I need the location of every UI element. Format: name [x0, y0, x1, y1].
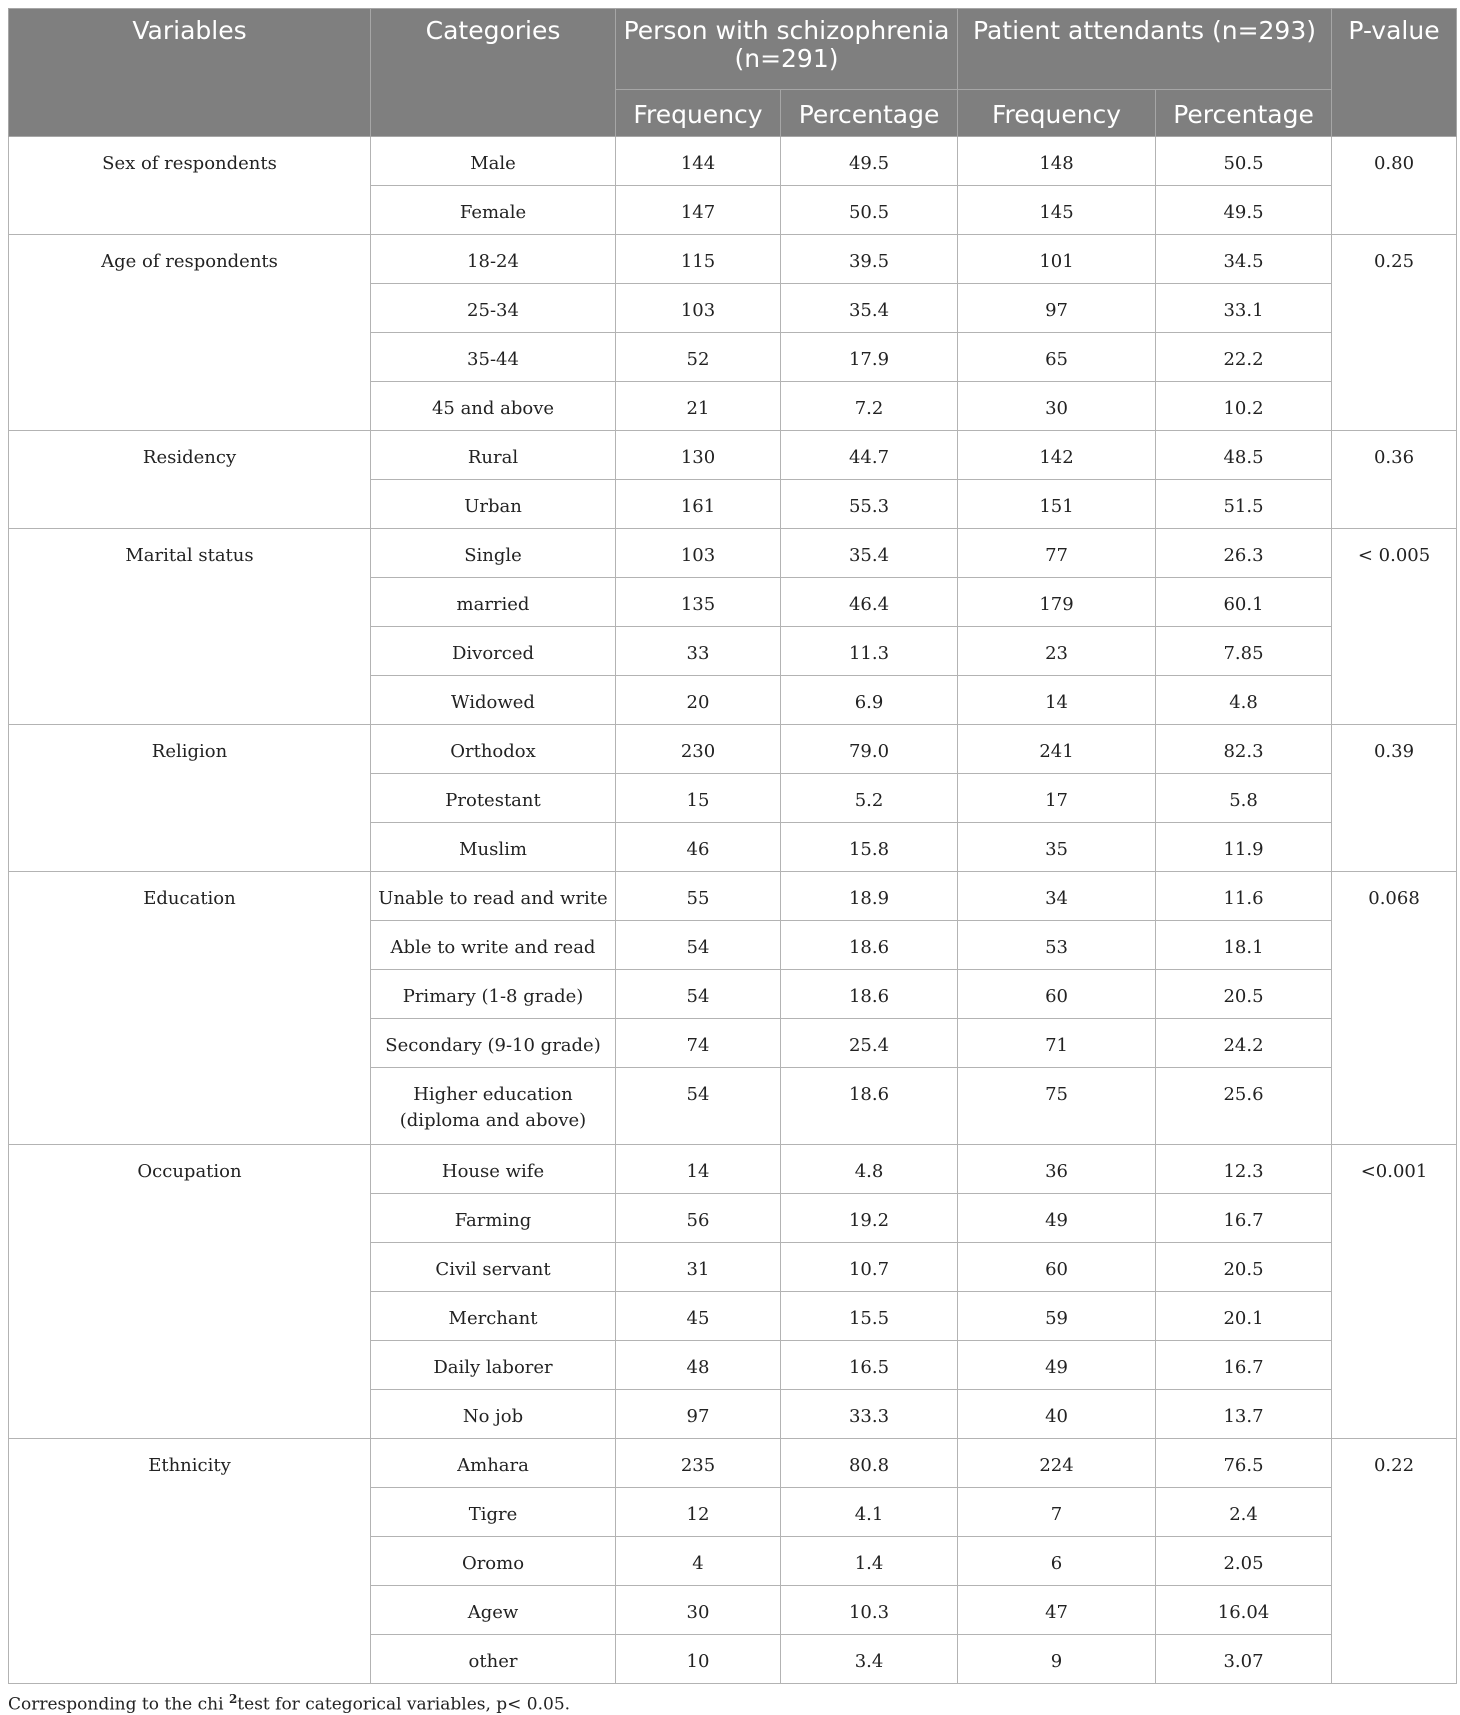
- schizophrenia-frequency-cell: 4: [616, 1537, 781, 1586]
- attendants-frequency-cell: 97: [958, 284, 1156, 333]
- attendants-percentage-cell: 13.7: [1156, 1390, 1332, 1439]
- category-cell: Tigre: [371, 1488, 616, 1537]
- schizophrenia-percentage-cell: 35.4: [781, 529, 958, 578]
- attendants-frequency-cell: 101: [958, 235, 1156, 284]
- schizophrenia-frequency-cell: 235: [616, 1439, 781, 1488]
- attendants-percentage-cell: 76.5: [1156, 1439, 1332, 1488]
- attendants-percentage-cell: 16.04: [1156, 1586, 1332, 1635]
- category-cell: House wife: [371, 1145, 616, 1194]
- schizophrenia-frequency-cell: 103: [616, 284, 781, 333]
- attendants-percentage-cell: 7.85: [1156, 627, 1332, 676]
- table-row: [9, 431, 1457, 480]
- table-container: [8, 8, 1456, 1715]
- category-cell: Higher education (diploma and above): [371, 1068, 616, 1145]
- variable-cell: Occupation: [9, 1145, 371, 1439]
- schizophrenia-frequency-cell: 230: [616, 725, 781, 774]
- schizophrenia-percentage-cell: 7.2: [781, 382, 958, 431]
- attendants-frequency-cell: 60: [958, 970, 1156, 1019]
- pvalue-cell: <0.001: [1332, 1145, 1457, 1439]
- attendants-frequency-cell: 30: [958, 382, 1156, 431]
- attendants-percentage-cell: 26.3: [1156, 529, 1332, 578]
- attendants-percentage-cell: 16.7: [1156, 1341, 1332, 1390]
- attendants-frequency-cell: 49: [958, 1194, 1156, 1243]
- category-cell: Farming: [371, 1194, 616, 1243]
- schizophrenia-frequency-cell: 10: [616, 1635, 781, 1684]
- schizophrenia-frequency-cell: 48: [616, 1341, 781, 1390]
- schizophrenia-frequency-cell: 56: [616, 1194, 781, 1243]
- category-cell: Male: [371, 137, 616, 186]
- schizophrenia-frequency-cell: 103: [616, 529, 781, 578]
- table-row: [9, 1145, 1457, 1194]
- schizophrenia-percentage-cell: 5.2: [781, 774, 958, 823]
- category-cell: Amhara: [371, 1439, 616, 1488]
- attendants-frequency-cell: 47: [958, 1586, 1156, 1635]
- schizophrenia-frequency-cell: 115: [616, 235, 781, 284]
- schizophrenia-percentage-cell: 10.3: [781, 1586, 958, 1635]
- attendants-percentage-cell: 11.9: [1156, 823, 1332, 872]
- attendants-percentage-cell: 16.7: [1156, 1194, 1332, 1243]
- schizophrenia-percentage-cell: 18.6: [781, 970, 958, 1019]
- schizophrenia-frequency-cell: 135: [616, 578, 781, 627]
- pvalue-cell: 0.22: [1332, 1439, 1457, 1684]
- attendants-percentage-cell: 12.3: [1156, 1145, 1332, 1194]
- schizophrenia-frequency-cell: 74: [616, 1019, 781, 1068]
- attendants-percentage-cell: 20.5: [1156, 1243, 1332, 1292]
- attendants-percentage-cell: 51.5: [1156, 480, 1332, 529]
- schizophrenia-frequency-cell: 161: [616, 480, 781, 529]
- category-cell: other: [371, 1635, 616, 1684]
- attendants-frequency-cell: 65: [958, 333, 1156, 382]
- attendants-percentage-cell: 4.8: [1156, 676, 1332, 725]
- attendants-percentage-cell: 3.07: [1156, 1635, 1332, 1684]
- table-row: [9, 872, 1457, 921]
- table-row: [9, 137, 1457, 186]
- attendants-frequency-cell: 241: [958, 725, 1156, 774]
- attendants-frequency-cell: 142: [958, 431, 1156, 480]
- attendants-percentage-cell: 25.6: [1156, 1068, 1332, 1145]
- schizophrenia-frequency-cell: 54: [616, 970, 781, 1019]
- attendants-percentage-cell: 49.5: [1156, 186, 1332, 235]
- attendants-frequency-cell: 23: [958, 627, 1156, 676]
- schizophrenia-frequency-cell: 54: [616, 921, 781, 970]
- schizophrenia-frequency-cell: 54: [616, 1068, 781, 1145]
- table-body: [9, 137, 1457, 1684]
- category-cell: Agew: [371, 1586, 616, 1635]
- header-percentage: Percentage: [1156, 90, 1332, 137]
- category-cell: Female: [371, 186, 616, 235]
- schizophrenia-frequency-cell: 15: [616, 774, 781, 823]
- category-cell: married: [371, 578, 616, 627]
- schizophrenia-frequency-cell: 20: [616, 676, 781, 725]
- schizophrenia-percentage-cell: 55.3: [781, 480, 958, 529]
- pvalue-cell: 0.39: [1332, 725, 1457, 872]
- schizophrenia-frequency-cell: 31: [616, 1243, 781, 1292]
- attendants-frequency-cell: 9: [958, 1635, 1156, 1684]
- variable-cell: Age of respondents: [9, 235, 371, 431]
- category-cell: 45 and above: [371, 382, 616, 431]
- footnote-superscript: 2: [228, 1692, 238, 1706]
- schizophrenia-frequency-cell: 21: [616, 382, 781, 431]
- schizophrenia-percentage-cell: 18.6: [781, 921, 958, 970]
- schizophrenia-percentage-cell: 3.4: [781, 1635, 958, 1684]
- schizophrenia-percentage-cell: 79.0: [781, 725, 958, 774]
- attendants-frequency-cell: 71: [958, 1019, 1156, 1068]
- category-cell: Oromo: [371, 1537, 616, 1586]
- attendants-frequency-cell: 75: [958, 1068, 1156, 1145]
- header-group-schizophrenia: Person with schizophrenia (n=291): [616, 9, 958, 90]
- schizophrenia-percentage-cell: 15.8: [781, 823, 958, 872]
- variable-cell: Residency: [9, 431, 371, 529]
- attendants-percentage-cell: 20.1: [1156, 1292, 1332, 1341]
- variable-cell: Education: [9, 872, 371, 1145]
- schizophrenia-frequency-cell: 30: [616, 1586, 781, 1635]
- schizophrenia-frequency-cell: 52: [616, 333, 781, 382]
- schizophrenia-percentage-cell: 6.9: [781, 676, 958, 725]
- schizophrenia-frequency-cell: 55: [616, 872, 781, 921]
- pvalue-cell: 0.36: [1332, 431, 1457, 529]
- schizophrenia-percentage-cell: 18.6: [781, 1068, 958, 1145]
- attendants-percentage-cell: 11.6: [1156, 872, 1332, 921]
- attendants-frequency-cell: 59: [958, 1292, 1156, 1341]
- schizophrenia-frequency-cell: 12: [616, 1488, 781, 1537]
- pvalue-cell: 0.068: [1332, 872, 1457, 1145]
- schizophrenia-frequency-cell: 130: [616, 431, 781, 480]
- attendants-frequency-cell: 151: [958, 480, 1156, 529]
- table-footnote: [8, 1692, 1456, 1715]
- attendants-frequency-cell: 77: [958, 529, 1156, 578]
- attendants-percentage-cell: 50.5: [1156, 137, 1332, 186]
- variable-cell: Religion: [9, 725, 371, 872]
- attendants-percentage-cell: 33.1: [1156, 284, 1332, 333]
- schizophrenia-frequency-cell: 33: [616, 627, 781, 676]
- schizophrenia-percentage-cell: 35.4: [781, 284, 958, 333]
- attendants-percentage-cell: 10.2: [1156, 382, 1332, 431]
- category-cell: 25-34: [371, 284, 616, 333]
- header-percentage: Percentage: [781, 90, 958, 137]
- attendants-frequency-cell: 17: [958, 774, 1156, 823]
- schizophrenia-percentage-cell: 33.3: [781, 1390, 958, 1439]
- category-cell: Rural: [371, 431, 616, 480]
- header-variables: Variables: [9, 9, 371, 137]
- pvalue-cell: < 0.005: [1332, 529, 1457, 725]
- schizophrenia-percentage-cell: 50.5: [781, 186, 958, 235]
- attendants-frequency-cell: 145: [958, 186, 1156, 235]
- header-categories: Categories: [371, 9, 616, 137]
- schizophrenia-percentage-cell: 4.8: [781, 1145, 958, 1194]
- category-cell: Primary (1-8 grade): [371, 970, 616, 1019]
- table-row: [9, 1439, 1457, 1488]
- schizophrenia-percentage-cell: 15.5: [781, 1292, 958, 1341]
- schizophrenia-percentage-cell: 39.5: [781, 235, 958, 284]
- schizophrenia-percentage-cell: 4.1: [781, 1488, 958, 1537]
- attendants-percentage-cell: 24.2: [1156, 1019, 1332, 1068]
- category-cell: Urban: [371, 480, 616, 529]
- schizophrenia-percentage-cell: 10.7: [781, 1243, 958, 1292]
- variable-cell: Marital status: [9, 529, 371, 725]
- header-frequency: Frequency: [958, 90, 1156, 137]
- pvalue-cell: 0.80: [1332, 137, 1457, 235]
- attendants-percentage-cell: 18.1: [1156, 921, 1332, 970]
- schizophrenia-percentage-cell: 17.9: [781, 333, 958, 382]
- category-cell: Divorced: [371, 627, 616, 676]
- schizophrenia-percentage-cell: 19.2: [781, 1194, 958, 1243]
- category-cell: Secondary (9-10 grade): [371, 1019, 616, 1068]
- category-cell: Civil servant: [371, 1243, 616, 1292]
- schizophrenia-percentage-cell: 49.5: [781, 137, 958, 186]
- variable-cell: Ethnicity: [9, 1439, 371, 1684]
- attendants-frequency-cell: 34: [958, 872, 1156, 921]
- attendants-percentage-cell: 2.4: [1156, 1488, 1332, 1537]
- attendants-frequency-cell: 179: [958, 578, 1156, 627]
- schizophrenia-percentage-cell: 1.4: [781, 1537, 958, 1586]
- schizophrenia-frequency-cell: 144: [616, 137, 781, 186]
- schizophrenia-percentage-cell: 18.9: [781, 872, 958, 921]
- schizophrenia-frequency-cell: 45: [616, 1292, 781, 1341]
- table-row: [9, 725, 1457, 774]
- attendants-frequency-cell: 224: [958, 1439, 1156, 1488]
- header-pvalue: P-value: [1332, 9, 1457, 137]
- table-row: [9, 529, 1457, 578]
- schizophrenia-percentage-cell: 16.5: [781, 1341, 958, 1390]
- schizophrenia-frequency-cell: 97: [616, 1390, 781, 1439]
- category-cell: No job: [371, 1390, 616, 1439]
- attendants-frequency-cell: 40: [958, 1390, 1156, 1439]
- pvalue-cell: 0.25: [1332, 235, 1457, 431]
- schizophrenia-frequency-cell: 14: [616, 1145, 781, 1194]
- attendants-percentage-cell: 5.8: [1156, 774, 1332, 823]
- attendants-percentage-cell: 60.1: [1156, 578, 1332, 627]
- category-cell: Unable to read and write: [371, 872, 616, 921]
- category-cell: Daily laborer: [371, 1341, 616, 1390]
- header-group-attendants: Patient attendants (n=293): [958, 9, 1332, 90]
- schizophrenia-frequency-cell: 46: [616, 823, 781, 872]
- category-cell: Muslim: [371, 823, 616, 872]
- footnote-text: Corresponding to the chi: [8, 1694, 229, 1715]
- schizophrenia-percentage-cell: 25.4: [781, 1019, 958, 1068]
- category-cell: Single: [371, 529, 616, 578]
- attendants-percentage-cell: 82.3: [1156, 725, 1332, 774]
- demographics-table: [8, 8, 1457, 1684]
- table-row: [9, 235, 1457, 284]
- category-cell: Orthodox: [371, 725, 616, 774]
- attendants-frequency-cell: 36: [958, 1145, 1156, 1194]
- category-cell: Able to write and read: [371, 921, 616, 970]
- attendants-frequency-cell: 60: [958, 1243, 1156, 1292]
- attendants-frequency-cell: 6: [958, 1537, 1156, 1586]
- attendants-frequency-cell: 35: [958, 823, 1156, 872]
- schizophrenia-percentage-cell: 80.8: [781, 1439, 958, 1488]
- attendants-frequency-cell: 53: [958, 921, 1156, 970]
- attendants-percentage-cell: 20.5: [1156, 970, 1332, 1019]
- attendants-percentage-cell: 2.05: [1156, 1537, 1332, 1586]
- schizophrenia-percentage-cell: 44.7: [781, 431, 958, 480]
- footnote-text-rest: test for categorical variables, p< 0.05.: [237, 1694, 571, 1715]
- attendants-frequency-cell: 14: [958, 676, 1156, 725]
- category-cell: 35-44: [371, 333, 616, 382]
- schizophrenia-percentage-cell: 11.3: [781, 627, 958, 676]
- schizophrenia-frequency-cell: 147: [616, 186, 781, 235]
- attendants-percentage-cell: 34.5: [1156, 235, 1332, 284]
- variable-cell: Sex of respondents: [9, 137, 371, 235]
- schizophrenia-percentage-cell: 46.4: [781, 578, 958, 627]
- category-cell: Widowed: [371, 676, 616, 725]
- attendants-percentage-cell: 22.2: [1156, 333, 1332, 382]
- header-frequency: Frequency: [616, 90, 781, 137]
- attendants-percentage-cell: 48.5: [1156, 431, 1332, 480]
- category-cell: 18-24: [371, 235, 616, 284]
- attendants-frequency-cell: 7: [958, 1488, 1156, 1537]
- attendants-frequency-cell: 148: [958, 137, 1156, 186]
- category-cell: Protestant: [371, 774, 616, 823]
- table-header: [9, 9, 1457, 137]
- attendants-frequency-cell: 49: [958, 1341, 1156, 1390]
- category-cell: Merchant: [371, 1292, 616, 1341]
